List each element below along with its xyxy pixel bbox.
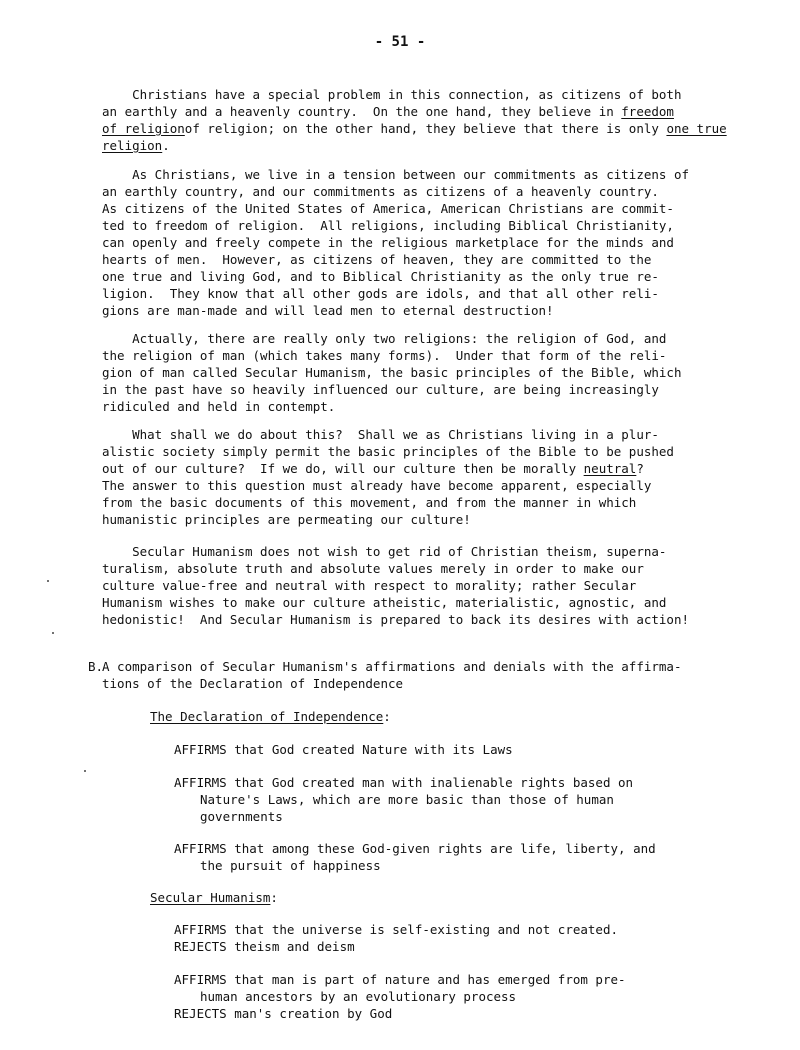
paragraph-line: of religionof religion; on the other hand, they believe that there is only one true <box>102 121 727 136</box>
paragraph-line: out of our culture? If we do, will our culture then be morally neutral? <box>102 461 644 476</box>
paragraph-5 <box>102 543 742 628</box>
paragraph-line: As citizens of the United States of America, American Christians are commit- <box>102 201 674 216</box>
underlined-phrase: of religion <box>102 121 185 136</box>
paragraph-line: the religion of man (which takes many forms). Under that form of the reli- <box>102 348 667 363</box>
page-number: - 51 - <box>374 34 426 50</box>
paragraph-2 <box>102 166 742 319</box>
paragraph-1 <box>102 86 742 154</box>
paragraph-line: an earthly country, and our commitments as citizens of a heavenly country. <box>102 184 659 199</box>
paragraph-4 <box>102 426 742 528</box>
scan-speck <box>84 770 86 772</box>
declaration-heading: The Declaration of Independence: <box>150 709 391 724</box>
paragraph-line: Actually, there are really only two religions: the religion of God, and <box>102 331 667 346</box>
section-line: tions of the Declaration of Independence <box>102 676 404 691</box>
paragraph-line: gion of man called Secular Humanism, the basic principles of the Bible, which <box>102 365 682 380</box>
underlined-phrase: religion <box>102 138 163 153</box>
paragraph-3 <box>102 330 742 415</box>
paragraph-line: ted to freedom of religion. All religions, including Biblical Christianity, <box>102 218 674 233</box>
paragraph-line: from the basic documents of this movement, and from the manner in which <box>102 495 637 510</box>
paragraph-line: an earthly and a heavenly country. On the one hand, they believe in freedom <box>102 104 674 119</box>
section-marker: B. <box>88 659 104 674</box>
underlined-phrase: freedom <box>621 104 674 119</box>
paragraph-line: hearts of men. However, as citizens of heaven, they are committed to the <box>102 252 652 267</box>
rejects-line: REJECTS theism and deism <box>174 939 355 954</box>
declaration-affirmation-3: AFFIRMS that among these God-given rights are life, liberty, and the pursuit of happiness <box>174 841 656 873</box>
paragraph-line: ligion. They know that all other gods are idols, and that all other reli- <box>102 286 659 301</box>
paragraph-line: humanistic principles are permeating our culture! <box>102 512 471 527</box>
paragraph-line: As Christians, we live in a tension between our commitments as citizens of <box>102 167 689 182</box>
paragraph-line: Christians have a special problem in this connection, as citizens of both <box>102 87 682 102</box>
paragraph-line: What shall we do about this? Shall we as Christians living in a plur- <box>102 427 659 442</box>
paragraph-line: Secular Humanism does not wish to get rid of Christian theism, superna- <box>102 544 667 559</box>
declaration-affirmation-2: AFFIRMS that God created man with inalienable rights based on Nature's Laws, which are more basic than those of human governments <box>174 775 634 824</box>
paragraph-line: in the past have so heavily influenced our culture, are being increasingly <box>102 382 659 397</box>
underlined-phrase: neutral <box>583 461 637 476</box>
paragraph-line: can openly and freely compete in the religious marketplace for the minds and <box>102 235 674 250</box>
paragraph-line: Humanism wishes to make our culture atheistic, materialistic, agnostic, and <box>102 595 667 610</box>
humanism-heading: Secular Humanism: <box>150 890 278 905</box>
underlined-phrase: one true <box>666 121 727 136</box>
humanism-affirmation-2: AFFIRMS that man is part of nature and has emerged from pre- human ancestors by an evolutionary process REJECTS man's creation by God <box>174 971 734 1022</box>
section-line: A comparison of Secular Humanism's affirmations and denials with the affirma- <box>102 659 682 674</box>
paragraph-line: one true and living God, and to Biblical Christianity as the only true re- <box>102 269 659 284</box>
paragraph-line: gions are man-made and will lead men to eternal destruction! <box>102 303 554 318</box>
rejects-line: REJECTS man's creation by God <box>174 1006 393 1021</box>
paragraph-line: religion. <box>102 138 170 153</box>
paragraph-line: alistic society simply permit the basic principles of the Bible to be pushed <box>102 444 674 459</box>
paragraph-line: The answer to this question must already have become apparent, especially <box>102 478 652 493</box>
paragraph-line: hedonistic! And Secular Humanism is prepared to back its desires with action! <box>102 612 689 627</box>
scan-speck <box>52 632 54 634</box>
paragraph-line: culture value-free and neutral with respect to morality; rather Secular <box>102 578 637 593</box>
humanism-affirmation-1: AFFIRMS that the universe is self-existing and not created. REJECTS theism and deism <box>174 921 734 955</box>
paragraph-line: ridiculed and held in contempt. <box>102 399 336 414</box>
declaration-affirmation-1: AFFIRMS that God created Nature with its Laws <box>174 742 513 757</box>
paragraph-line: turalism, absolute truth and absolute values merely in order to make our <box>102 561 644 576</box>
scan-speck <box>47 580 49 582</box>
